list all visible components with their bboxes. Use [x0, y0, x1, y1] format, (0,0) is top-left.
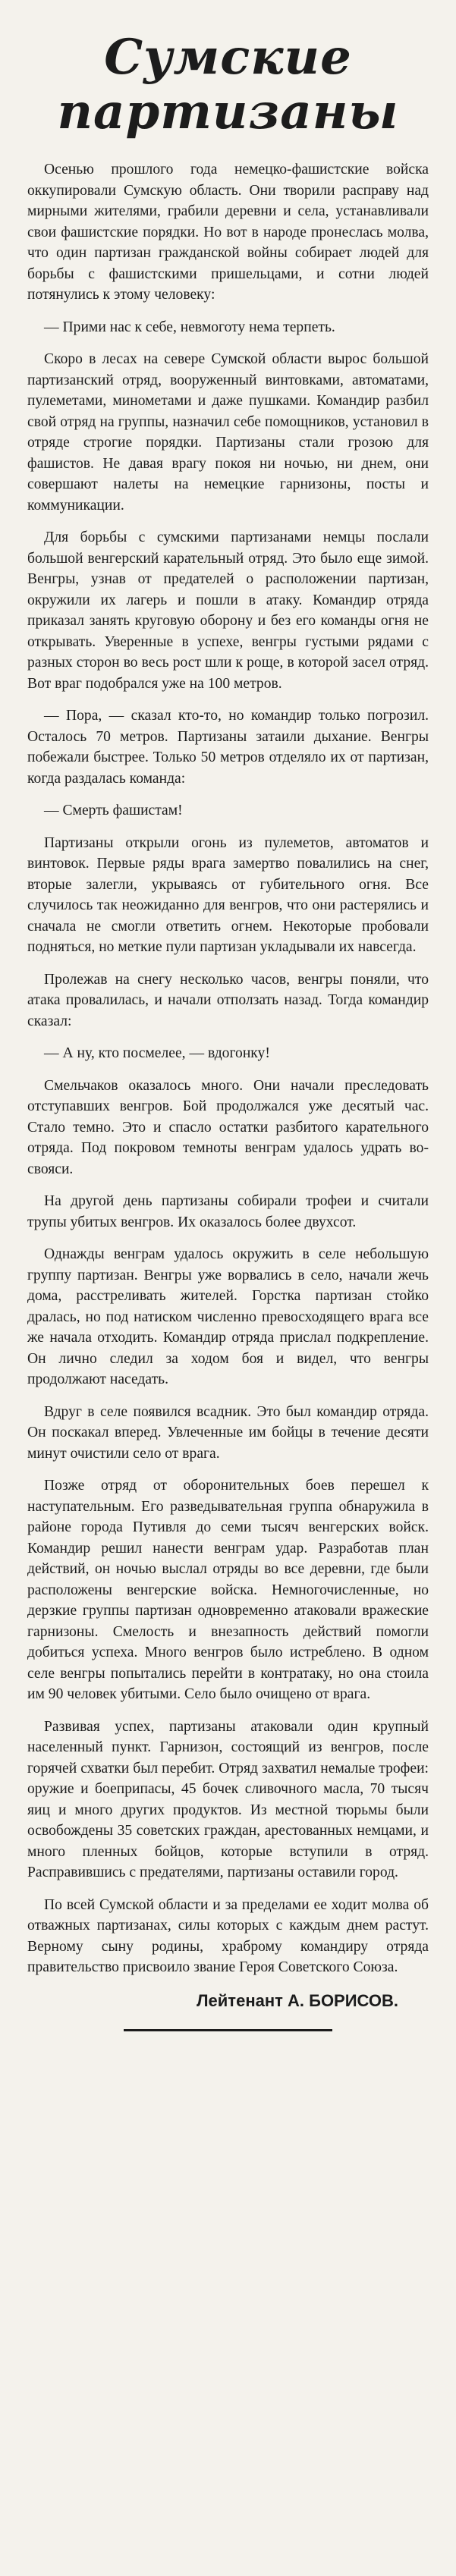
title-line-2: партизаны — [57, 83, 399, 140]
paragraph: Осенью прошлого года немецко-фашистские войска оккупировали Сумскую область. Они творили расправу над мирными жителями, грабили деревни и села, устанавливали свои фашистские порядки. Но вот в народе пронеслась молва, что один партизан гражданской войны собирает людей для борьбы с фашистскими пришельцами, и сотни людей потянулись к этому человеку: — [27, 162, 429, 303]
paragraph: Смельчаков оказалось много. Они начали преследовать отступавших венгров. Бой продолжался уже десятый час. Стало темно. Это и спасло остатки разбитого карательного отряда. Под покровом темноты венграм удалось удрать во-свояси. — [27, 1077, 429, 1177]
paragraph: Позже отряд от оборонительных боев перешел к наступательным. Его разведывательная группа обнаружила в районе города Путивля до семи тысяч венгерских войск. Командир решил нанести венграм удар. Разработав план действий, он ночью выслал отряды во все деревни, где были расположены венгерские войска. Немногочисленные, но дерзкие группы партизан одновременно атаковали вражеские гарнизоны. Смелость и внезапность действий помогли добиться успеха. Много венгров было истреблено. В одном селе венгры попытались перейти в контратаку, но она стоила им 90 человек убитыми. Село было очищено от врага. — [27, 1478, 429, 1702]
paragraph: Для борьбы с сумскими партизанами немцы послали большой венгерский карательный отряд. Это было еще зимой. Венгры, узнав от предателей о расположении партизан, окружили их лагерь и пошли в атаку. Командир отряда приказал занять круговую оборону и без его команды огня не открывать. Уверенные в успехе, венгры густыми рядами с разных сторон во весь рост шли к роще, в которой засел отряд. Вот враг подобрался уже на 100 метров. — [27, 529, 429, 692]
paragraph: Пролежав на снегу несколько часов, венгры поняли, что атака провалилась, и начали отползать назад. Тогда командир сказал: — [27, 971, 429, 1029]
paragraph: По всей Сумской области и за пределами ее ходит молва об отважных партизанах, силы которых с каждым днем растут. Верному сыну родины, храброму командиру отряда правительство присвоило звание Героя Советского Союза. — [27, 1896, 429, 1975]
closing-rule — [124, 2029, 332, 2031]
paragraph: На другой день партизаны собирали трофеи и считали трупы убитых венгров. Их оказалось более двухсот. — [27, 1193, 429, 1230]
paragraph: Партизаны открыли огонь из пулеметов, автоматов и винтовок. Первые ряды врага замертво повалились на снег, вторые залегли, укрываясь от губительного огня. Все случилось так неожиданно для венгров, что они растерялись и сначала не смогли ответить огнем. Некоторые пробовали подняться, но меткие пули партизан укладывали их навсегда. — [27, 834, 429, 955]
paragraph: Скоро в лесах на севере Сумской области вырос большой партизанский отряд, вооруженный винтовками, автоматами, пулеметами, минометами и даже пушками. Командир разбил свой отряд на группы, назначил себе помощников, установил в отряде строгие порядки. Партизаны стали грозою для фашистов. Не давая врагу покоя ни ночью, ни днем, они совершают налеты на немецкие гарнизоны, посты и коммуникации. — [27, 351, 429, 514]
article-title — [27, 30, 429, 140]
paragraph: — Смерть фашистам! — [44, 803, 183, 818]
paragraph: — Прими нас к себе, невмоготу нема терпеть. — [44, 319, 335, 335]
paragraph: Вдруг в селе появился всадник. Это был командир отряда. Он поскакал вперед. Увлеченные им бойцы в течение десяти минут очистили село от врага. — [27, 1403, 429, 1462]
article-body — [27, 159, 429, 1978]
paragraph: — Пора, — сказал кто-то, но командир только погрозил. Осталось 70 метров. Партизаны затаили дыхание. Венгры побежали быстрее. Только 50 метров отделяло их от партизан, когда раздалась команда: — [27, 708, 429, 787]
paragraph: — А ну, кто посмелее, — вдогонку! — [44, 1045, 270, 1061]
title-line-1: Сумские — [104, 29, 352, 86]
author-signature: Лейтенант А. БОРИСОВ. — [197, 1990, 398, 2010]
paragraph: Развивая успех, партизаны атаковали один крупный населенный пункт. Гарнизон, состоящий из венгров, после горячей схватки был перебит. Отряд захватил немалые трофеи: оружие и боеприпасы, 45 бочек сливочного масла, 70 тысяч яиц и много других продуктов. Из местной тюрьмы были освобождены 35 советских граждан, арестованных немцами, и много пленных бойцов, которые вступили в отряд. Расправившись с предателями, партизаны оставили город. — [27, 1718, 429, 1880]
paragraph: Однажды венграм удалось окружить в селе небольшую группу партизан. Венгры уже ворвались в село, начали жечь дома, расстреливать жителей. Горстка партизан стойко дралась, но под натиском численно превосходящего врага все же начала отходить. Командир отряда прислал подкрепление. Он лично следил за ходом боя и видел, что венгры продолжают наседать. — [27, 1246, 429, 1387]
